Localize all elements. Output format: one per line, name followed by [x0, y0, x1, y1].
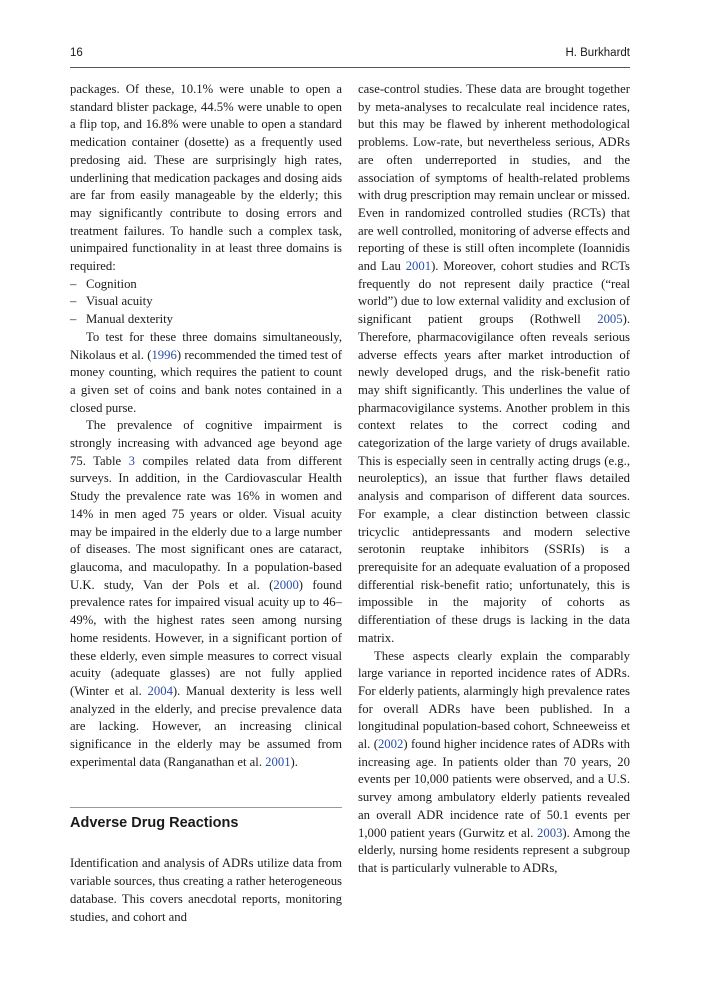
- citation-link[interactable]: 2004: [147, 683, 173, 698]
- citation-link[interactable]: 2002: [377, 737, 404, 752]
- paragraph: Identification and analysis of ADRs utilize data from variable sources, thus creating a rather heterogeneous database. This covers anecdotal reports, monitoring studies, and cohort and: [70, 856, 342, 924]
- right-column: [358, 81, 630, 878]
- domain-list: [70, 276, 342, 329]
- citation-link[interactable]: 2001: [405, 259, 432, 274]
- running-author: H. Burkhardt: [565, 47, 630, 59]
- list-item: – Cognition: [70, 276, 342, 294]
- running-header: [70, 45, 630, 65]
- citation-link[interactable]: 1996: [151, 347, 177, 362]
- paragraph: case-control studies. These data are brought together by meta-analyses to recalculate real incidence rates, but this may be flawed by inherent methodological problems. Low-rate, but nevertheless serious, ADRs are often underreported in studies, and the association of symptoms of health-related problems with drug prescription may remain unclear or missed. Even in randomized controlled studies (RCTs) that are well controlled, monitoring of adverse effects and reporting of these is still often incomplete (Ioannidis and Lau 2001). Moreover, cohort studies and RCTs frequently do not represent daily practice (“real world”) due to low external validity and exclusion of significant patient groups (Rothwell 2005). Therefore, pharmacovigilance often reveals serious adverse effects years after market introduction of newly developed drugs, and the risk-benefit ratio may shift significantly. This underlines the value of pharmacovigilance systems. Another problem in this context relates to the correct coding and categorization of the large variety of drugs available. This is especially seen in centrally acting drugs (e.g., neuroleptics), an issue that further flaws detailed analysis and comparison of different data sources. For example, a clear distinction between classic tricyclic antidepressants and modern selective serotonin reuptake inhibitors (SSRIs) is a prerequisite for an adequate evaluation of a proposed differential risk-benefit ratio; unfortunately, this is impossible in the majority of cohorts as differentiation of these drugs is lacking in the data matrix.: [358, 82, 631, 645]
- header-rule: [70, 67, 630, 68]
- paragraph: To test for these three domains simultaneously, Nikolaus et al. (1996) recommended the timed test of money counting, which requires the patient to count a given set of coins and bank notes contained in a closed purse.: [70, 329, 342, 415]
- left-column: [70, 81, 342, 926]
- list-item: – Visual acuity: [70, 293, 342, 311]
- section-rule: [70, 807, 342, 808]
- section-heading: Adverse Drug Reactions: [70, 815, 239, 832]
- paragraph: packages. Of these, 10.1% were unable to open a standard blister package, 44.5% were unable to open a flip top, and 16.8% were unable to open a standard medication container (dosette) as a frequently used predosing aid. These are surprisingly high rates, underlining that medication packages and dosing aids are far from easily manageable by the elderly; this may significantly contribute to dosing errors and treatment failures. To handle such a complex task, unimpaired functionality in at least three domains is required:: [70, 82, 343, 274]
- page-number: 16: [70, 47, 83, 59]
- citation-link[interactable]: 2003: [537, 825, 563, 840]
- citation-link[interactable]: 2001: [265, 754, 291, 769]
- citation-link[interactable]: 2000: [273, 577, 299, 592]
- paragraph: The prevalence of cognitive impairment is strongly increasing with advanced age beyond age 75. Table 3 compiles related data from different surveys. In addition, in the Cardiovascular Health Study the prevalence rate was 16% in women and 14% in men aged 75 years or older. Visual acuity may be impaired in the elderly due to a large number of diseases. The most significant ones are cataract, glaucoma, and maculopathy. In a population-based U.K. study, Van der Pols et al. (2000) found prevalence rates for impaired visual acuity up to 46–49%, with the highest rates seen among nursing home residents. However, in a significant portion of these elderly, even simple measures to correct visual acuity (adequate glasses) are not fully applied (Winter et al. 2004). Manual dexterity is less well analyzed in the elderly, and precise prevalence data are lacking. However, an increasing clinical significance in the elderly may be assumed from experimental data (Ranganathan et al. 2001).: [70, 418, 343, 769]
- list-item: – Manual dexterity: [70, 311, 342, 329]
- table-reference-link[interactable]: 3: [128, 453, 135, 468]
- citation-link[interactable]: 2005: [597, 312, 623, 327]
- paragraph: These aspects clearly explain the comparably large variance in reported incidence rates of ADRs. For elderly patients, alarmingly high prevalence rates for overall ADRs have been published. In a longitudinal population-based cohort, Schneeweiss et al. (2002) found higher incidence rates of ADRs with increasing age. In patients older than 70 years, 20 events per 10,000 patients were observed, and a U.S. survey among ambulatory elderly patients revealed an overall ADR incidence rate of 50.1 events per 1,000 patient years (Gurwitz et al. 2003). Among the elderly, nursing home residents represent a subgroup that is particularly vulnerable to ADRs,: [358, 648, 630, 875]
